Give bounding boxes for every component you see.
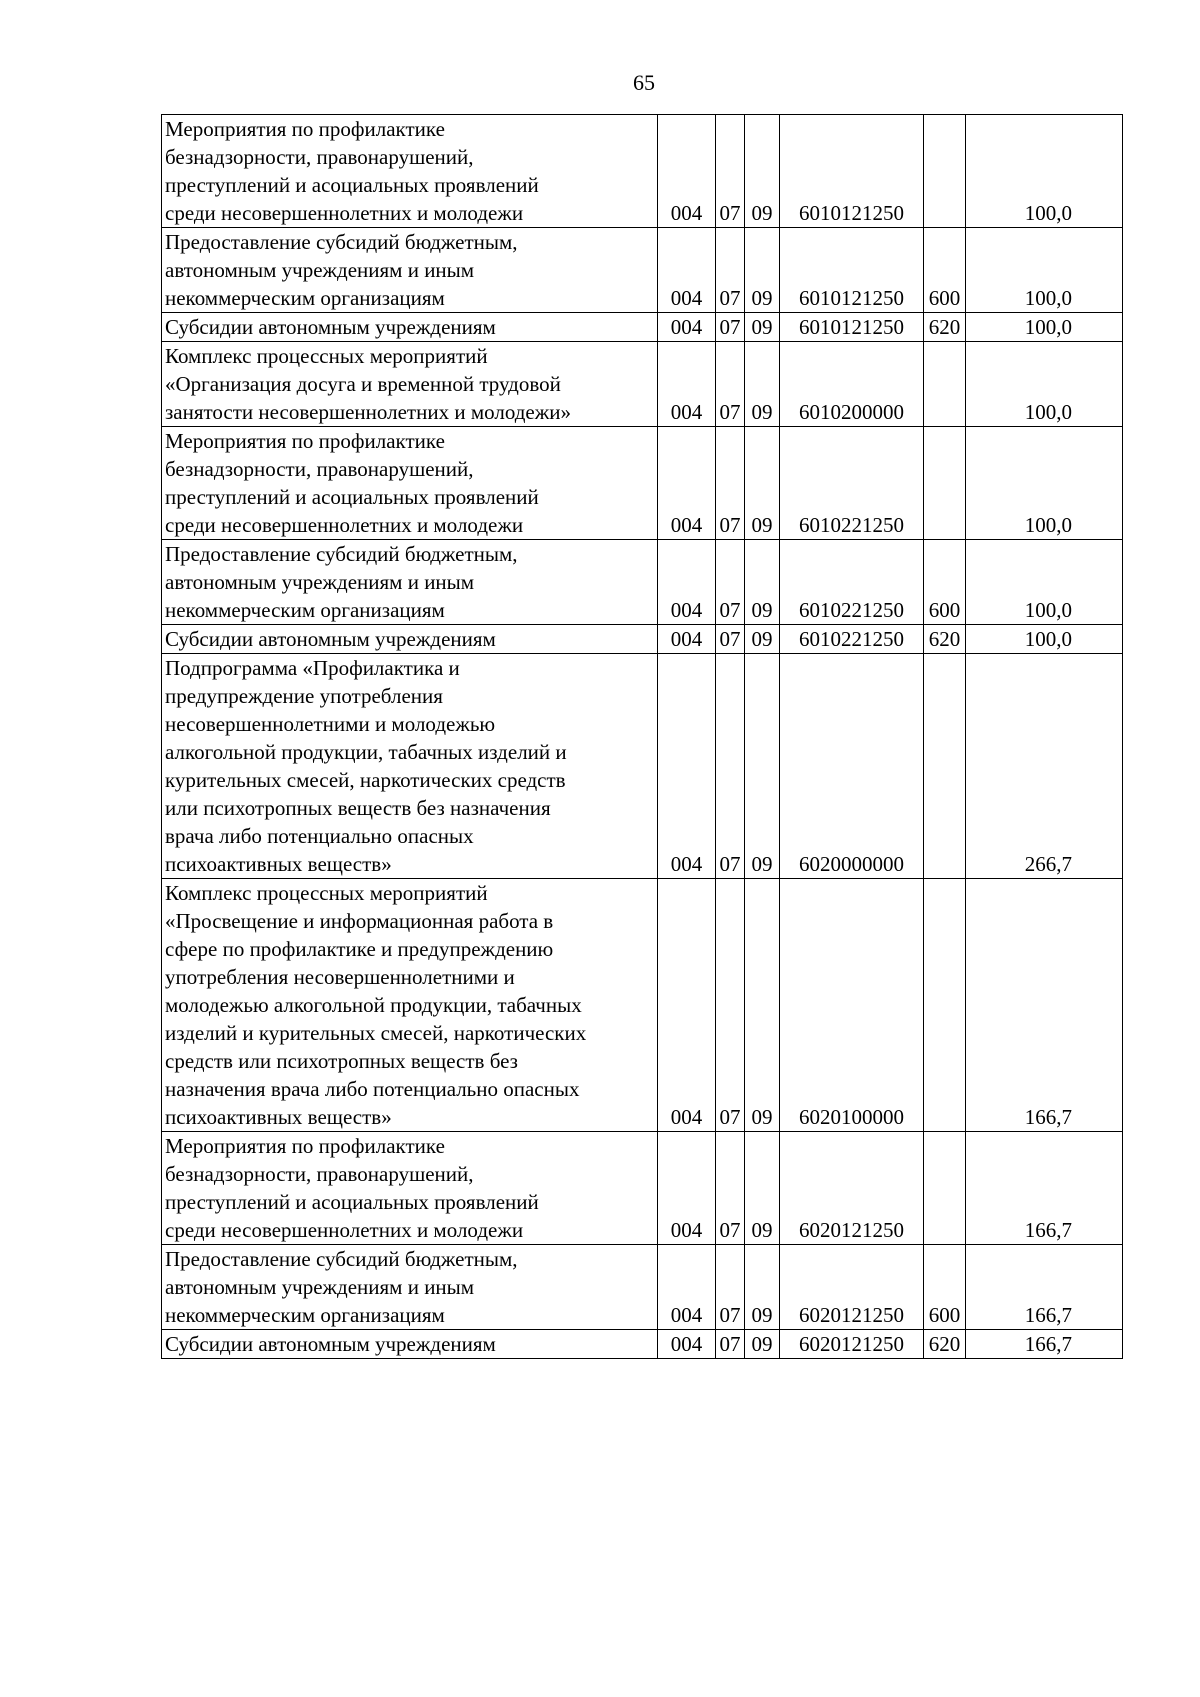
subsection-code-cell: 09 [745, 625, 780, 654]
item-name-line: автономным учреждениям и иным [165, 258, 475, 282]
item-name-line: алкогольной продукции, табачных изделий и [165, 740, 567, 764]
amount-cell: 266,7 [966, 654, 1123, 879]
budget-table-body [162, 115, 1123, 1359]
item-name-line: Мероприятия по профилактике [165, 1134, 445, 1158]
item-name-line: «Просвещение и информационная работа в [165, 909, 554, 933]
item-name-cell [162, 1330, 658, 1359]
item-name-line: несовершеннолетними и молодежью [165, 712, 496, 736]
amount-cell: 166,7 [966, 1245, 1123, 1330]
expense-type-cell [924, 654, 966, 879]
amount-cell: 166,7 [966, 879, 1123, 1132]
budget-table [161, 114, 1123, 1359]
table-row [162, 228, 1123, 313]
subsection-code-cell: 09 [745, 342, 780, 427]
section-code-cell: 07 [716, 427, 745, 540]
item-name-cell [162, 1132, 658, 1245]
ministry-code-cell: 004 [658, 115, 716, 228]
item-name-line: некоммерческим организациям [165, 286, 445, 310]
item-name-line: Предоставление субсидий бюджетным, [165, 1247, 518, 1271]
subsection-code-cell: 09 [745, 1330, 780, 1359]
expense-type-cell: 620 [924, 625, 966, 654]
target-article-cell: 6010200000 [780, 342, 924, 427]
item-name-line: автономным учреждениям и иным [165, 570, 475, 594]
item-name-cell [162, 540, 658, 625]
item-name-line: психоактивных веществ» [165, 1105, 392, 1129]
expense-type-cell [924, 1132, 966, 1245]
item-name-line: Мероприятия по профилактике [165, 429, 445, 453]
expense-type-cell: 620 [924, 313, 966, 342]
expense-type-cell [924, 879, 966, 1132]
item-name-line: или психотропных веществ без назначения [165, 796, 551, 820]
amount-cell: 100,0 [966, 540, 1123, 625]
item-name-cell [162, 427, 658, 540]
expense-type-cell: 600 [924, 228, 966, 313]
amount-cell: 100,0 [966, 115, 1123, 228]
item-name-cell [162, 228, 658, 313]
item-name-cell [162, 115, 658, 228]
item-name-line: безнадзорности, правонарушений, [165, 145, 474, 169]
item-name-line: употребления несовершеннолетними и [165, 965, 515, 989]
target-article-cell: 6010121250 [780, 228, 924, 313]
target-article-cell: 6010121250 [780, 115, 924, 228]
subsection-code-cell: 09 [745, 313, 780, 342]
ministry-code-cell: 004 [658, 1132, 716, 1245]
item-name-cell [162, 342, 658, 427]
item-name-line: назначения врача либо потенциально опасных [165, 1077, 580, 1101]
subsection-code-cell: 09 [745, 1245, 780, 1330]
table-row [162, 654, 1123, 879]
item-name-line: Мероприятия по профилактике [165, 117, 445, 141]
subsection-code-cell: 09 [745, 115, 780, 228]
item-name-line: автономным учреждениям и иным [165, 1275, 475, 1299]
target-article-cell: 6010221250 [780, 427, 924, 540]
item-name-line: Субсидии автономным учреждениям [165, 1332, 496, 1356]
ministry-code-cell: 004 [658, 313, 716, 342]
amount-cell: 100,0 [966, 313, 1123, 342]
section-code-cell: 07 [716, 1245, 745, 1330]
amount-cell: 100,0 [966, 228, 1123, 313]
item-name-line: Комплекс процессных мероприятий [165, 344, 488, 368]
expense-type-cell [924, 427, 966, 540]
item-name-cell [162, 1245, 658, 1330]
amount-cell: 166,7 [966, 1132, 1123, 1245]
table-row [162, 115, 1123, 228]
item-name-line: среди несовершеннолетних и молодежи [165, 513, 524, 537]
table-row [162, 879, 1123, 1132]
target-article-cell: 6020000000 [780, 654, 924, 879]
ministry-code-cell: 004 [658, 427, 716, 540]
amount-cell: 166,7 [966, 1330, 1123, 1359]
item-name-cell [162, 313, 658, 342]
item-name-line: сфере по профилактике и предупреждению [165, 937, 554, 961]
item-name-cell [162, 625, 658, 654]
table-row [162, 1330, 1123, 1359]
section-code-cell: 07 [716, 879, 745, 1132]
item-name-cell [162, 879, 658, 1132]
item-name-line: средств или психотропных веществ без [165, 1049, 518, 1073]
item-name-line: некоммерческим организациям [165, 598, 445, 622]
item-name-line: предупреждение употребления [165, 684, 443, 708]
item-name-line: Предоставление субсидий бюджетным, [165, 230, 518, 254]
table-row [162, 625, 1123, 654]
item-name-line: среди несовершеннолетних и молодежи [165, 1218, 524, 1242]
target-article-cell: 6020121250 [780, 1132, 924, 1245]
expense-type-cell: 600 [924, 1245, 966, 1330]
target-article-cell: 6020121250 [780, 1330, 924, 1359]
subsection-code-cell: 09 [745, 228, 780, 313]
ministry-code-cell: 004 [658, 342, 716, 427]
expense-type-cell: 600 [924, 540, 966, 625]
subsection-code-cell: 09 [745, 654, 780, 879]
target-article-cell: 6010121250 [780, 313, 924, 342]
section-code-cell: 07 [716, 228, 745, 313]
expense-type-cell [924, 115, 966, 228]
subsection-code-cell: 09 [745, 540, 780, 625]
table-row [162, 342, 1123, 427]
target-article-cell: 6010221250 [780, 540, 924, 625]
table-row [162, 1245, 1123, 1330]
table-row [162, 427, 1123, 540]
item-name-line: Субсидии автономным учреждениям [165, 315, 496, 339]
item-name-line: некоммерческим организациям [165, 1303, 445, 1327]
target-article-cell: 6020100000 [780, 879, 924, 1132]
item-name-line: преступлений и асоциальных проявлений [165, 485, 539, 509]
ministry-code-cell: 004 [658, 879, 716, 1132]
item-name-line: среди несовершеннолетних и молодежи [165, 201, 524, 225]
item-name-line: Предоставление субсидий бюджетным, [165, 542, 518, 566]
expense-type-cell [924, 342, 966, 427]
ministry-code-cell: 004 [658, 1245, 716, 1330]
item-name-line: безнадзорности, правонарушений, [165, 457, 474, 481]
section-code-cell: 07 [716, 313, 745, 342]
expense-type-cell: 620 [924, 1330, 966, 1359]
table-row [162, 313, 1123, 342]
item-name-line: безнадзорности, правонарушений, [165, 1162, 474, 1186]
target-article-cell: 6020121250 [780, 1245, 924, 1330]
item-name-line: врача либо потенциально опасных [165, 824, 474, 848]
subsection-code-cell: 09 [745, 879, 780, 1132]
subsection-code-cell: 09 [745, 427, 780, 540]
item-name-line: Субсидии автономным учреждениям [165, 627, 496, 651]
section-code-cell: 07 [716, 1132, 745, 1245]
ministry-code-cell: 004 [658, 654, 716, 879]
table-row [162, 1132, 1123, 1245]
ministry-code-cell: 004 [658, 228, 716, 313]
item-name-line: «Организация досуга и временной трудовой [165, 372, 561, 396]
table-row [162, 540, 1123, 625]
section-code-cell: 07 [716, 1330, 745, 1359]
subsection-code-cell: 09 [745, 1132, 780, 1245]
section-code-cell: 07 [716, 625, 745, 654]
target-article-cell: 6010221250 [780, 625, 924, 654]
item-name-line: изделий и курительных смесей, наркотических [165, 1021, 587, 1045]
item-name-line: преступлений и асоциальных проявлений [165, 173, 539, 197]
amount-cell: 100,0 [966, 427, 1123, 540]
item-name-cell [162, 654, 658, 879]
section-code-cell: 07 [716, 540, 745, 625]
item-name-line: молодежью алкогольной продукции, табачных [165, 993, 582, 1017]
item-name-line: Комплекс процессных мероприятий [165, 881, 488, 905]
ministry-code-cell: 004 [658, 625, 716, 654]
section-code-cell: 07 [716, 342, 745, 427]
amount-cell: 100,0 [966, 342, 1123, 427]
page-number: 65 [633, 70, 655, 95]
item-name-line: преступлений и асоциальных проявлений [165, 1190, 539, 1214]
section-code-cell: 07 [716, 654, 745, 879]
item-name-line: психоактивных веществ» [165, 852, 392, 876]
ministry-code-cell: 004 [658, 540, 716, 625]
amount-cell: 100,0 [966, 625, 1123, 654]
ministry-code-cell: 004 [658, 1330, 716, 1359]
section-code-cell: 07 [716, 115, 745, 228]
item-name-line: Подпрограмма «Профилактика и [165, 656, 460, 680]
item-name-line: занятости несовершеннолетних и молодежи» [165, 400, 571, 424]
item-name-line: курительных смесей, наркотических средств [165, 768, 566, 792]
